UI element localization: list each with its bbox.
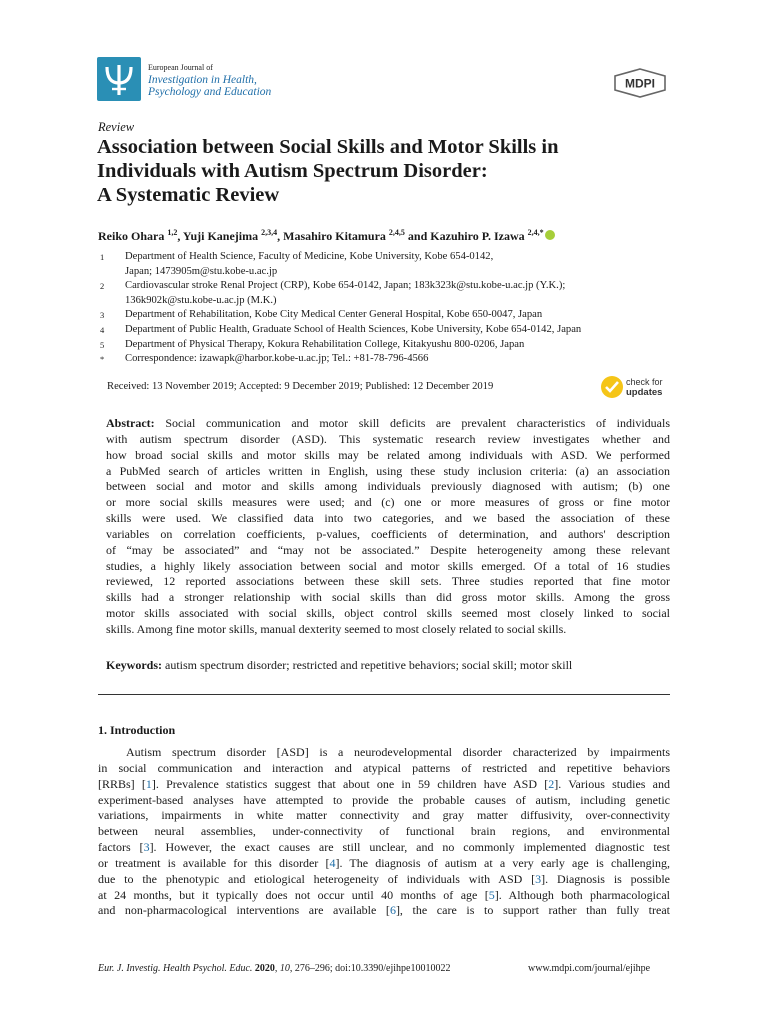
author-separator: and [404,229,431,243]
keywords [106,658,670,673]
abstract-line: motor skills associated with social skills, object control skills seemed most closely linked to social [106,606,670,621]
section-heading: 1. Introduction [98,723,176,737]
reference-link[interactable]: 6 [389,903,396,918]
author-affiliation-sup: 2,4,5 [388,228,405,237]
author-name: Yuji Kanejima [182,229,259,243]
affiliation-item [100,323,680,338]
introduction-line [98,808,670,824]
introduction-text-run: ]. Various studies and [554,776,670,791]
abstract-line: studies, a highly likely association between social and motor skills emerged. Of a total of 16 studies [106,558,670,573]
introduction-text [98,745,670,919]
affiliation-line: Department of Physical Therapy, Kokura Rehabilitation College, Kitakyushu 800-0206, Japan [125,338,525,350]
introduction-text-run: ]. However, the exact causes are still unclear, and no commonly implemented diagnostic test [149,840,670,855]
journal-logo-icon [97,57,141,101]
affiliation-line: Department of Rehabilitation, Kobe City Medical Center General Hospital, Kobe 650-0047, Japan [125,309,543,321]
volume: 10 [279,963,290,974]
introduction-text-run: Autism spectrum disorder [ASD] is a neurodevelopmental disorder characterized by impairments [126,745,670,759]
affiliation-number: 2 [100,281,105,292]
affiliation-item [100,308,680,323]
introduction-text-run: or treatment is available for this disorder [ [98,855,330,870]
check-for-updates-button[interactable] [601,376,671,400]
reference-link[interactable]: 5 [488,887,495,902]
affiliation-list [100,250,680,367]
check-for-updates-line2: updates [626,387,663,398]
introduction-text-run: ], the care is to support rather than fully treat [395,903,670,918]
divider [98,694,670,695]
pages-doi: , 276–296; doi:10.3390/ejihpe10010022 [289,963,451,974]
journal-name [148,62,368,98]
abstract-line: how broad social skills and motor skills may be related among individuals with ASD. We performed [106,447,670,462]
journal-name-prefix: European Journal of [148,63,213,72]
abstract-line: skills. Among fine motor skills, manual dexterity seemed to most closely related to social skills. [106,621,567,636]
author-name: Masahiro Kitamura [283,229,386,243]
abstract-line: reviewed, 12 reported associations between these skill sets. Three studies reported that fine motor [106,574,670,589]
introduction-text-run: [RRBs] [ [98,776,146,791]
author-affiliation-sup: 2,3,4 [261,228,278,237]
citation-footer: Eur. J. Investig. Health Psychol. Educ. 2020, 10, 276–296; doi:10.3390/ejihpe10010022 [98,963,451,974]
author-separator: , [277,229,284,243]
introduction-line [98,793,670,809]
introduction-line [98,777,670,793]
introduction-text-run: ]. Prevalence statistics suggest that about one in 59 children have ASD [ [151,776,549,791]
affiliation-line: Department of Health Science, Faculty of Medicine, Kobe University, Kobe 654-0142, [125,251,494,262]
reference-link[interactable]: 3 [143,840,150,855]
introduction-line [98,856,670,872]
abstract-line: between social and motor and skills among individuals previously diagnosed with autism; (b) one [106,479,670,494]
journal-name-line1: Investigation in Health, [148,74,257,86]
abstract-line: variables on correlation coefficients, p-values, coefficients of determination, and authors' description [106,526,670,541]
title-line: A Systematic Review [97,184,280,206]
abstract-line: skills had a stronger relationship with social skills than did gross motor skills. Among the gross [106,590,670,605]
author-separator: , [177,229,183,243]
introduction-text-run: experiment-based analyses have attempted to provide the probable causes of autism, including genetic [98,792,670,807]
introduction-text-run: ]. Diagnosis is possible [541,871,670,886]
introduction-line [98,761,670,777]
reference-link[interactable]: 4 [329,855,336,870]
journal-abbreviation: Eur. J. Investig. Health Psychol. Educ. [98,963,253,974]
introduction-text-run: variations, impairments in white matter connectivity and gray matter diffusivity, over-connectivity [98,808,670,823]
introduction-text-run: between neural assemblies, under-connectivity of functional brain regions, and environmental [98,824,670,839]
affiliation-number: 1 [100,252,105,262]
affiliation-item [100,250,680,279]
affiliation-number: * [100,354,105,365]
introduction-line [98,872,670,888]
author-affiliation-sup: 2,4,* [527,228,544,237]
affiliation-line: Japan; 1473905m@stu.kobe-u.ac.jp [125,265,278,277]
abstract-line: skills were used. We classified data into two categories, and we based the association of these [106,511,670,526]
journal-name-line2: Psychology and Education [148,86,272,98]
abstract-line: a PubMed search of articles written in English, using these study inclusion criteria: (a) an association [106,463,670,478]
introduction-text-run: and non-pharmacological interventions are available [ [98,903,390,918]
introduction-text-run: at 24 months, but it typically does not occur until 40 months of age [ [98,887,489,902]
affiliation-number: 4 [100,324,105,335]
abstract-line: with autism spectrum disorder (ASD). This systematic research review investigates whether and [106,431,670,446]
author-name: Kazuhiro P. Izawa [430,229,525,243]
correspondence [100,352,680,367]
abstract-line: of “may be associated” and “may not be associated.” Despite heterogeneity among these relevant [106,542,670,557]
author-name: Reiko Ohara [98,229,165,243]
abstract-line [106,416,670,432]
abstract-line: or more social skills measures were used; and (c) one or more measures of gross or fine motor [106,495,670,510]
journal-url[interactable]: www.mdpi.com/journal/ejihpe [528,963,651,974]
publication-dates: Received: 13 November 2019; Accepted: 9 December 2019; Published: 12 December 2019 [107,381,494,392]
affiliation-line: Cardiovascular stroke Renal Project (CRP), Kobe 654-0142, Japan; 183k323k@stu.kobe-u.ac.jp (Y.K.); [125,280,566,292]
check-for-updates-label [626,377,663,398]
keywords-text: autism spectrum disorder; restricted and repetitive behaviors; social skill; motor skill [165,658,573,672]
article-title [97,135,677,207]
author-list [98,228,555,244]
author-affiliation-sup: 1,2 [167,228,178,237]
reference-link[interactable]: 2 [548,776,555,791]
check-for-updates-line1: check for [626,377,663,387]
affiliation-line: Correspondence: izawapk@harbor.kobe-u.ac.jp; Tel.: +81-78-796-4566 [125,353,429,365]
abstract-label: Abstract: [106,416,155,430]
publication-year: 2020 [254,963,275,974]
publisher-logo [612,68,668,98]
introduction-line [98,888,670,904]
article-type: Review [98,120,135,134]
reference-link[interactable]: 1 [145,776,152,791]
introduction-text-run: ]. Although both pharmacological [494,887,670,902]
abstract-text: Social communication and motor skill deficits are prevalent characteristics of individuals [165,416,671,430]
abstract [106,416,670,638]
introduction-line [98,824,670,840]
affiliation-line: 136k902k@stu.kobe-u.ac.jp (M.K.) [125,294,277,306]
affiliation-number: 5 [100,339,105,350]
introduction-text-run: factors [ [98,840,144,855]
orcid-icon[interactable] [545,230,555,240]
affiliation-line: Department of Public Health, Graduate School of Health Sciences, Kobe University, Kobe 654-0142, Japan [125,323,582,335]
checkmark-icon [601,376,623,398]
reference-link[interactable]: 3 [535,871,542,886]
affiliation-number: 3 [100,310,105,321]
affiliation-item [100,338,680,353]
affiliation-item [100,279,680,308]
introduction-text-run: ]. The diagnosis of autism at a very early age is challenging, [335,855,670,870]
publisher-name: MDPI [625,76,655,91]
introduction-line [98,840,670,856]
introduction-line [98,745,670,761]
title-line: Individuals with Autism Spectrum Disorder: [97,160,488,182]
introduction-text-run: in social communication and interaction and atypical patterns of restricted and repetitive behaviors [98,760,670,775]
introduction-text-run: due to the phenotypic and etiological heterogeneity of individuals with ASD [ [98,871,536,886]
introduction-line [98,903,670,919]
keywords-label: Keywords: [106,658,162,672]
title-line: Association between Social Skills and Motor Skills in [97,136,559,158]
